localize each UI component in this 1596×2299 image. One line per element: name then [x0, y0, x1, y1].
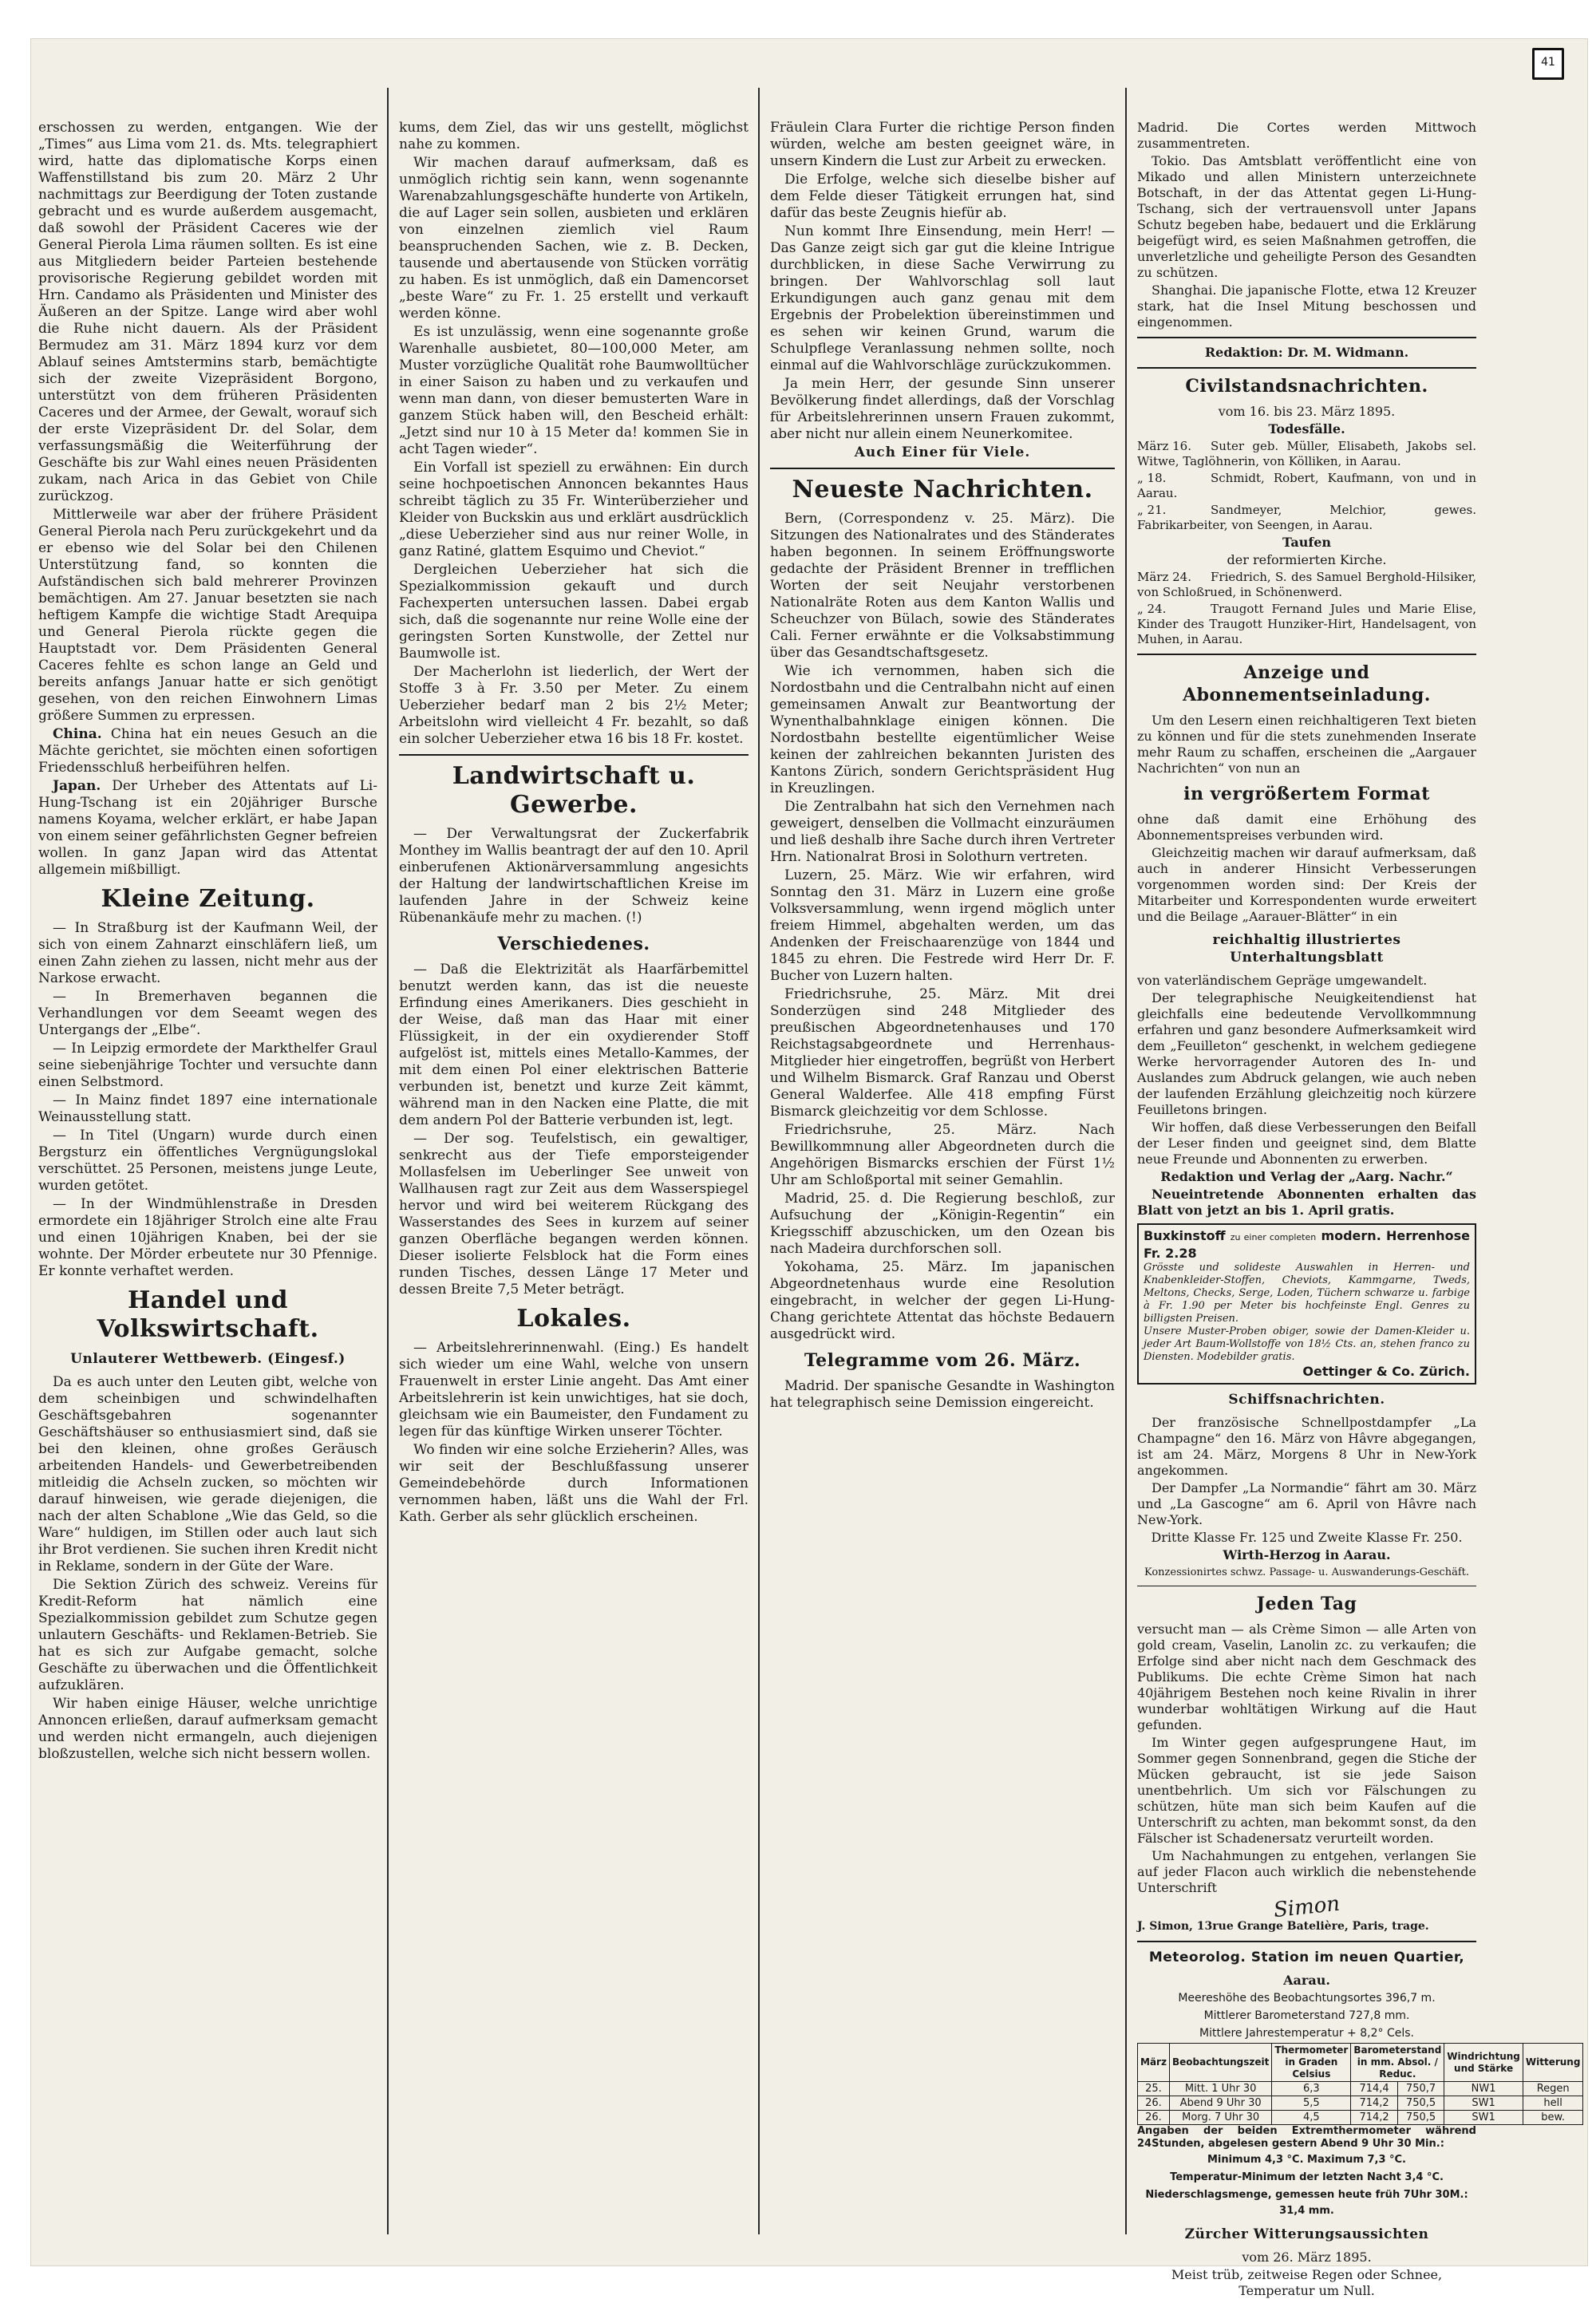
section-subtitle: vom 16. bis 23. März 1895. [1218, 404, 1396, 419]
table-row: 25. Mitt. 1 Uhr 30 6,3 714,4 750,7 NW1 Regen [1138, 2082, 1583, 2096]
article-paragraph: kums, dem Ziel, das wir uns gestellt, möglichst nahe zu kommen. [399, 120, 749, 152]
section-subtitle: vom 26. März 1895. [1242, 2250, 1372, 2265]
column-rule [387, 88, 389, 2234]
divider [1137, 654, 1476, 655]
article-paragraph: Nun kommt Ihre Einsendung, mein Herr! — Das Ganze zeigt sich gar gut die kleine Intrigue durchblicken, in diese Sache Verwirrung zu bringen. Der Wahlvorschlag soll laut Erkundigungen auch ganz genau mit dem Ergebnis der Probelektion übereinstimmen und es sehen wir keinen Grund, warum die Schulpflege Veranlassung nehmen sollte, noch einmal auf die Wahlvorschläge zurückzukommen. [770, 223, 1115, 373]
article-paragraph: Der Macherlohn ist liederlich, der Wert der Stoffe 3 à Fr. 3.50 per Meter. Zu einem Ueberzieher bedarf man 2 bis 2½ Meter; Arbeitslohn wird vielleicht 4 Fr. bezahlt, so daß ein solcher Ueberzieher etwa 16 bis 18 Fr. kostet. [399, 664, 749, 747]
article-paragraph: Der Urheber des Attentats auf Li-Hung-Tschang ist ein 20jähriger Bursche namens Koyama, welcher erklärt, er habe Japan von einem seiner gefährlichsten Gegner befreien wollen. In ganz Japan wird das Attentat allgemein mißbilligt. [38, 778, 377, 878]
section-heading: Schiffsnachrichten. [1228, 1392, 1385, 1408]
news-item: Wie ich vernommen, haben sich die Nordostbahn und die Centralbahn nicht auf einen gemeinsamen Anwalt zur Beantwortung der Wynenthalbahnklage einigen können. Die Nordostbahn bestellte eigentümlicher Weise keinen der zahlreichen bekannten Juristen des Kantons Zürich, sondern Gerichtspräsident Hug in Kreuzlingen. [770, 663, 1115, 796]
divider [1137, 1941, 1476, 1942]
section-heading: Telegramme vom 26. März. [804, 1350, 1081, 1371]
article-signature: Auch Einer für Viele. [854, 444, 1031, 460]
article-paragraph: Da es auch unter den Leuten gibt, welche von dem scheinbigen und schwindelhaften Geschäftsgebahren sogenannter Geschäftshäuser so enthusiasmiert sind, daß sie bei den kleinen, ohne großes Geräusch arbeitenden Handels- und Gewerbetreibenden mitleidig die Achseln zucken, so möchten wir darauf hinweisen, wie gerade diejenigen, die nach der alten Schablone „Wie das Geld, so die Ware“ huldigen, im Stillen oder auch laut sich ihr Brot verdienen. Sie suchen ihren Kredit nicht in Reklame, sondern in der Güte der Ware. [38, 1374, 377, 1574]
announcement-paragraph: Der telegraphische Neuigkeitendienst hat gleichfalls eine bedeutende Vervollkommnung erfahren und ganz besondere Aufmerksamkeit wird dem „Feuilleton“ geschenkt, in welchem gediegene Werke hervorragender Autoren des In- und Auslandes zum Abdruck gelangen, wie auch neben der laufenden Erzählung gleichzeitig noch kürzere Feuilletons bringen. [1137, 990, 1476, 1117]
section-subtitle: Aarau. [1283, 1973, 1330, 1988]
column-1 [38, 120, 377, 2258]
meteo-info: Minimum 4,3 °C. Maximum 7,3 °C. [1207, 2154, 1406, 2166]
section-heading: Handel und Volkswirtschaft. [97, 1286, 319, 1343]
meteo-info: Mittlerer Barometerstand 727,8 mm. [1203, 2009, 1410, 2022]
announcement-paragraph: von vaterländischem Gepräge umgewandelt. [1137, 973, 1428, 988]
table-row: 26. Morg. 7 Uhr 30 4,5 714,2 750,5 SW1 bew. [1138, 2111, 1583, 2125]
meteo-forecast: Meist trüb, zeitweise Regen oder Schnee, Temperatur um Null. [1171, 2267, 1443, 2298]
announcement-paragraph: Gleichzeitig machen wir darauf aufmerksam, daß auch in anderer Hinsicht Verbesserungen vorgenommen worden sind: Der Kreis der Mitarbeiter und Korrespondenten wurde erweitert und die Beilage „Aarauer-Blätter“ in ein [1137, 845, 1476, 924]
section-subtitle: der reformierten Kirche. [1227, 552, 1387, 567]
news-item: — In Leipzig ermordete der Markthelfer Graul seine siebenjährige Tochter und versuchte dann einen Selbstmord. [38, 1041, 377, 1090]
article-paragraph: Wo finden wir eine solche Erzieherin? Alles, was wir seit der Beschlußfassung unserer Gemeindebehörde durch Informationen vernommen haben, läßt uns die Wahl der Frl. Kath. Gerber als sehr glücklich erscheinen. [399, 1442, 749, 1525]
column-rule [1125, 88, 1127, 2234]
section-heading: Meteorolog. Station im neuen Quartier, [1148, 1949, 1465, 1965]
divider [1137, 367, 1476, 369]
news-item: Der französische Schnellpostdampfer „La Champagne“ den 16. März von Hâvre abgegangen, ist am 24. März, Morgens 8 Uhr in New-York angekommen. [1137, 1415, 1476, 1478]
ad-text: Um Nachahmungen zu entgehen, verlangen Sie auf jeder Flacon auch wirklich die nebenstehende Unterschrift [1137, 1848, 1476, 1895]
announcement-paragraph: ohne daß damit eine Erhöhung des Abonnementspreises verbunden wird. [1137, 812, 1476, 843]
news-item: — In Titel (Ungarn) wurde durch einen Bergsturz ein öffentliches Vergnügungslokal verschüttet. 25 Personen, meistens junge Leute, wurden getötet. [38, 1128, 377, 1194]
section-heading: Kleine Zeitung. [101, 885, 315, 913]
divider [399, 754, 749, 756]
table-row: 26. Abend 9 Uhr 30 5,5 714,2 750,5 SW1 hell [1138, 2096, 1583, 2111]
section-heading: Neueste Nachrichten. [792, 476, 1093, 504]
meteo-info: Mittlere Jahrestemperatur + 8,2° Cels. [1199, 2027, 1414, 2040]
news-item: Madrid. Die Cortes werden Mittwoch zusammentreten. [1137, 120, 1476, 151]
article-paragraph: Dergleichen Ueberzieher hat sich die Spezialkommission gekauft und durch Fachexperten untersuchen lassen. Dabei ergab sich, daß die sogenannte nur reine Wolle eine der geringsten Sorten Kunstwolle, der Zettel nur Baumwolle ist. [399, 562, 749, 662]
meteo-info: Niederschlagsmenge, gemessen heute früh 7Uhr 30M.: 31,4 mm. [1145, 2189, 1468, 2217]
article-paragraph: — Daß die Elektrizität als Haarfärbemittel benutzt werden kann, das ist die neueste Erfindung eines Amerikaners. Dies geschieht in der Weise, daß man das Haar mit einer Flüssigkeit, in der ein oxydierender Stoff aufgelöst ist, mittels eines Metallo-Kammes, der mit dem einen Pol einer elektrischen Batterie verbunden ist, benetzt und kurze Zeit kämmt, während man in den Nacken eine Platte, die mit dem andern Pol der Batterie verbunden ist, legt. [399, 962, 749, 1128]
news-item: Yokohama, 25. März. Im japanischen Abgeordnetenhaus wurde eine Resolution eingebracht, in welcher der gegen Li-Hung-Chang gerichtete Attentat das höchste Bedauern ausgedrückt wird. [770, 1259, 1115, 1342]
ad-text: Grösste und solideste Auswahlen in Herren- und Knabenkleider-Stoffen, Cheviots, Kammgarne, Tweds, Meltons, Checks, Serge, Loden, Tüchern schwarze u. farbige à Fr. 1.90 per Meter bis hochfeinste Engl. Genres zu billigsten Preisen. [1144, 1262, 1470, 1325]
announcement-paragraph: Wir hoffen, daß diese Verbesserungen den Beifall der Leser finden und geeignet sind, dem Blatte neue Freunde und Abonnenten zu erwerben. [1137, 1120, 1476, 1167]
ad-firm: Oettinger & Co. Zürich. [1302, 1364, 1470, 1379]
section-label: Taufen [1282, 535, 1332, 550]
news-item: — In der Windmühlenstraße in Dresden ermordete ein 18jähriger Strolch eine alte Frau und einen 10jährigen Knaben, bei der sie wohnte. Der Mörder erbeutete nur 30 Pfennige. Er konnte verhaftet werden. [38, 1196, 377, 1279]
ad-firm: Wirth-Herzog in Aarau. [1223, 1547, 1391, 1562]
civil-entry: „ 24. Traugott Fernand Jules und Marie Elise, Kinder des Traugott Hunziker-Hirt, Handelsagent, von Muhen, in Aarau. [1137, 602, 1476, 646]
article-paragraph: Es ist unzulässig, wenn eine sogenannte große Warenhalle ausbietet, 80—100,000 Meter, am Muster vorzügliche Qualität rohe Baumwolltücher in einer Saison zu haben und zu verkaufen und wenn man dann, von dieser bemusterten Ware in ganzem Stück haben will, den Bescheid erhält: „Jetzt sind nur 10 à 15 Meter da! kommen Sie in acht Tagen wieder“. [399, 324, 749, 457]
news-item: Madrid, 25. d. Die Regierung beschloß, zur Aufsuchung der „Königin-Regentin“ ein Kriegsschiff abzuschicken, um den Ozean bis nach Madeira durchforschen soll. [770, 1191, 1115, 1257]
article-paragraph: Wir haben einige Häuser, welche unrichtige Annoncen erließen, darauf aufmerksam gemacht und werden nicht ermangeln, auch diejenigen bloßzustellen, welche sich nicht bessern wollen. [38, 1696, 377, 1762]
section-label: Todesfälle. [1268, 421, 1345, 436]
meteo-info: Meereshöhe des Beobachtungsortes 396,7 m. [1178, 1992, 1436, 2005]
simon-signature: Simon [1272, 1891, 1341, 1923]
column-rule [758, 88, 760, 2234]
section-heading: Landwirtschaft u. Gewerbe. [452, 762, 696, 819]
announcement-highlight: reichhaltig illustriertes Unterhaltungsblatt [1212, 932, 1401, 966]
announcement-paragraph: Um den Lesern einen reichhaltigeren Text bieten zu können und für die stets zunehmenden Inserate mehr Raum zu schaffen, erscheinen die „Aargauer Nachrichten“ von nun an [1137, 713, 1476, 776]
article-title: Unlauterer Wettbewerb. (Eingesf.) [70, 1351, 346, 1367]
article-paragraph: Fräulein Clara Furter die richtige Person finden würden, welche am besten geeignet wäre, in unsern Kindern die Lust zur Arbeit zu erwecken. [770, 120, 1115, 169]
news-item: Friedrichsruhe, 25. März. Mit drei Sonderzügen sind 248 Mitglieder des preußischen Abgeordnetenhauses und 170 Reichstagsabgeordnete und Herrenhaus-Mitglieder hier eingetroffen, begrüßt von Herbert und Wilhelm Bismarck. Graf Ranzau und Oberst General Walderfee. Alle 418 empfing Fürst Bismarck gleichzeitig vor dem Schlosse. [770, 986, 1116, 1120]
ad-firm-sub: Konzessionirtes schwz. Passage- u. Auswanderungs-Geschäft. [1144, 1566, 1469, 1578]
civil-entry: „ 21. Sandmeyer, Melchior, gewes. Fabrikarbeiter, von Seengen, in Aarau. [1137, 503, 1476, 532]
divider [770, 468, 1115, 469]
news-item: Bern, (Correspondenz v. 25. März). Die Sitzungen des Nationalrates und des Ständerates haben begonnen. In seinem Eröffnungsworte gedachte der Präsident Brenner in trefflichen Worten der seit Neujahr verstorbenen Nationalräte Roten aus dem Kanton Wallis und Scheuchzer von Bülach, sowie des Ständerates Cali. Ferner erwähnte er die Volksabstimmung über das Gesandtschaftsgesetz. [770, 511, 1115, 661]
news-item: Der Dampfer „La Normandie“ fährt am 30. März und „La Gascogne“ am 6. April von Hâvre nach New-York. [1137, 1480, 1476, 1527]
civil-entry: „ 18. Schmidt, Robert, Kaufmann, von und in Aarau. [1137, 471, 1476, 500]
announcement-highlight: in vergrößertem Format [1183, 784, 1430, 804]
ad-text: Im Winter gegen aufgesprungene Haut, im Sommer gegen Sonnenbrand, gegen die Stiche der Mücken gebraucht, ist sie jede Saison unentbehrlich. Um sich vor Fälschungen zu schützen, hüte man sich beim Kaufen auf die Unterschrift zu achten, man bekommt sonst, da den Fälscher ist Schadenersatz verurteilt worden. [1137, 1735, 1476, 1846]
article-paragraph: Wir machen darauf aufmerksam, daß es unmöglich richtig sein kann, wenn sogenannte Warenabzahlungsgeschäfte hunderte von Artikeln, die auf Lager sein sollen, ausbieten und erklären von einzelnen ziemlich viel Raum beanspruchenden Sachen, wie z. B. Decken, tausende und abertausende von Stücken vorrätig zu haben. Es ist unmöglich, daß ein Damencorset „beste Ware“ zu Fr. 1. 25 erstellt und verkauft werden könne. [399, 155, 749, 322]
article-paragraph: Die Erfolge, welche sich dieselbe bisher auf dem Felde dieser Tätigkeit errungen hat, sind dafür das beste Zeugnis hiefür ab. [770, 172, 1115, 221]
column-4 [1137, 120, 1581, 2298]
news-item: — In Bremerhaven begannen die Verhandlungen vor dem Seeamt wegen des Untergangs der „Elbe“. [38, 989, 377, 1038]
news-item: — In Straßburg ist der Kaufmann Weil, der sich von einem Zahnarzt einschläfern ließ, um einen Zahn ziehen zu lassen, nicht mehr aus der Narkose erwacht. [38, 920, 377, 986]
ad-text: versucht man — als Crème Simon — alle Arten von gold cream, Vaselin, Lanolin zc. zu verkaufen; die Erfolge sind aber nicht nach dem Geschmack des Publikums. Die echte Crème Simon hat nach 40jährigem Bestehen noch keine Rivalin in ihrer wunderbar wohltätigen Wirkung auf die Haut gefunden. [1137, 1622, 1476, 1732]
news-item: Shanghai. Die japanische Flotte, etwa 12 Kreuzer stark, hat die Insel Mitung beschossen und eingenommen. [1137, 282, 1476, 330]
section-heading: Verschiedenes. [497, 934, 650, 954]
civil-entry: März 24. Friedrich, S. des Samuel Berghold-Hilsiker, von Schloßrued, in Schönenwerd. [1137, 570, 1476, 599]
news-item: Friedrichsruhe, 25. März. Nach Bewillkommnung aller Abgeordneten durch die Angehörigen Bismarcks erschien der Fürst 1½ Uhr am Schloßportal mit seiner Gemahlin. [770, 1122, 1115, 1188]
editor-line: Redaktion: Dr. M. Widmann. [1204, 345, 1409, 360]
section-label: China. [53, 726, 102, 742]
announcement-note: Neueintretende Abonnenten erhalten das Blatt von jetzt an bis 1. April gratis. [1137, 1187, 1476, 1218]
ad-headline: Buxkinstoff zu einer completen modern. Herrenhose Fr. 2.28 [1144, 1228, 1470, 1261]
section-heading: Anzeige und Abonnementseinladung. [1183, 662, 1431, 705]
civil-entry: März 16. Suter geb. Müller, Elisabeth, Jakobs sel. Witwe, Taglöhnerin, von Kölliken, in Aarau. [1137, 439, 1476, 468]
article-paragraph: Die Sektion Zürich des schweiz. Vereins für Kredit-Reform hat nämlich eine Spezialkommission gebildet zum Schutze gegen unlautern Geschäfts- und Reklamen-Betrieb. Sie hat es sich zur Aufgabe gemacht, solche Geschäfte zu überwachen und die Öffentlichkeit aufzuklären. [38, 1577, 377, 1693]
column-3 [770, 120, 1115, 2258]
news-item: Dritte Klasse Fr. 125 und Zweite Klasse Fr. 250. [1151, 1530, 1463, 1545]
weather-table [1137, 2043, 1583, 2125]
page-number-stamp: 41 [1532, 48, 1564, 80]
article-paragraph: China hat ein neues Gesuch an die Mächte gerichtet, sie möchten einen sofortigen Friedensschluß herbeiführen helfen. [38, 726, 377, 776]
ad-text: Unsere Muster-Proben obiger, sowie der Damen-Kleider u. jeder Art Baum-Wollstoffe von 18½ Cts. an, stehen franco zu Diensten. Modebilder gratis. [1144, 1325, 1470, 1363]
news-item: — In Mainz findet 1897 eine internationale Weinausstellung statt. [38, 1092, 377, 1125]
table-header-row: März Beobachtungszeit Thermometer in Graden Celsius Barometerstand in mm. Absol. / Reduc. Windrichtung und Stärke Witterung [1138, 2044, 1583, 2082]
article-paragraph: — Der sog. Teufelstisch, ein gewaltiger, senkrecht aus der Tiefe emporsteigender Mollasfelsen im Ueberlinger See unweit von Wallhausen ragt zur Zeit aus dem Wasserspiegel hervor und wird bei weiterem Rückgang des Wasserstandes des Sees in kurzem auf seiner ganzen Oberfläche begangen werden können. Dieser isolierte Felsblock hat die Form eines runden Tisches, dessen Länge 17 Meter und dessen Breite 7,5 Meter beträgt. [399, 1131, 749, 1298]
section-heading: Lokales. [516, 1305, 631, 1333]
ad-firm: J. Simon, 13rue Grange Batelière, Paris, trage. [1137, 1920, 1429, 1933]
news-item: Luzern, 25. März. Wie wir erfahren, wird Sonntag den 31. März in Luzern eine große Volksversammlung, wenn irgend möglich unter freiem Himmel, abgehalten werden, um das Andenken der Freischaarenzüge von 1844 und 1845 zu ehren. Die Festrede wird Herr Dr. F. Bucher von Luzern halten. [770, 867, 1115, 984]
article-paragraph: Ein Vorfall ist speziell zu erwähnen: Ein durch seine hochpoetischen Annoncen bekanntes Haus schreibt täglich zu 35 Fr. Winterüberzieher und Kleider von Buckskin aus und erklärt ausdrücklich „diese Ueberzieher sind aus nur reiner Wolle, in ganz Ratiné, glattem Esquimo und Cheviot.“ [399, 460, 749, 559]
article-paragraph: Mittlerweile war aber der frühere Präsident General Pierola nach Peru zurückgekehrt und da er ebenso wie del Solar bei den Chilenen Unterstützung fand, so konnten die Aufständischen sich bald mehrerer Provinzen bemächtigen. Am 27. Januar besetzten sie nach heftigem Kampfe die wichtige Stadt Arequipa und General Pierola rückte gegen die Hauptstadt vor. Dem Präsidenten General Caceres fehlte es schon lange an Geld und bereits anfangs Januar hatte er sich genötigt gesehen, von den reichen Einwohnern Limas größere Summen zu erpressen. [38, 507, 377, 724]
article-paragraph: Ja mein Herr, der gesunde Sinn unserer Bevölkerung findet allerdings, daß der Vorschlag für Arbeitslehrerinnen unsern Frauen zukommt, aber nicht nur allein einem Neunerkomitee. [770, 376, 1115, 442]
column-2 [399, 120, 749, 2258]
advertisement-oettinger [1137, 1223, 1476, 1385]
divider [1137, 337, 1476, 338]
article-paragraph: erschossen zu werden, entgangen. Wie der „Times“ aus Lima vom 21. ds. Mts. telegraphiert wird, hatte das diplomatische Korps einen Waffenstillstand bis zum 20. März 2 Uhr nachmittags zur Beerdigung der Toten zustande gebracht und es wurde außerdem ausgemacht, daß sowohl der Präsident Caceres wie der General Pierola Lima räumen sollten. Es ist eine aus Mitgliedern beider Parteien bestehende provisorische Regierung gebildet worden mit Hrn. Candamo als Präsidenten und Minister des Äußeren an der Spitze. Lange wird aber wohl die Ruhe nicht dauern. Als der Präsident Bermudez am 31. März 1894 kurz vor dem Ablauf seines Amtstermins starb, bemächtigte sich der zweite Vizepräsident Borgono, unterstützt von dem früheren Präsidenten Caceres und der Armee, der Gewalt, worauf sich der erste Vizepräsident Dr. del Solar, dem verfassungsmäßig die Weiterführung der Geschäfte bis zur Wahl eines neuen Präsidenten zukam, nach Arica in das Gebiet von Chile zurückzog. [38, 120, 377, 504]
meteo-info: Temperatur-Minimum der letzten Nacht 3,4 °C. [1170, 2171, 1444, 2183]
section-heading: Civilstandsnachrichten. [1185, 376, 1428, 397]
section-heading: Jeden Tag [1256, 1594, 1357, 1614]
article-paragraph: — Arbeitslehrerinnenwahl. (Eing.) Es handelt sich wieder um eine Wahl, welche von unsern Frauenwelt in erster Linie angeht. Das Amt einer Arbeitslehrerin ist kein unwichtiges, hat sie doch, gleichsam wie ein Baumeister, den Fundament zu legen für das künftige Wirken unserer Töchter. [399, 1340, 749, 1440]
announcement-signature: Redaktion und Verlag der „Aarg. Nachr.“ [1160, 1169, 1453, 1184]
section-heading: Zürcher Witterungsaussichten [1184, 2226, 1429, 2242]
section-label: Japan. [53, 778, 101, 794]
news-item: Tokio. Das Amtsblatt veröffentlicht eine von Mikado und allen Ministern unterzeichnete Botschaft, in der das Attentat gegen Li-Hung-Tschang, sich der vertrauensvoll unter Japans Schutz begeben habe, bedauert und die Erklärung beigefügt wird, es seien Maßnahmen getroffen, die unverletzliche und geheiligte Person des Gesandten zu schützen. [1137, 153, 1476, 280]
meteo-info: Angaben der beiden Extremthermometer während 24Stunden, abgelesen gestern Abend 9 Uhr 30 Min.: [1137, 2125, 1476, 2150]
news-item: Madrid. Der spanische Gesandte in Washington hat telegraphisch seine Demission eingereicht. [770, 1378, 1115, 1411]
news-item: Die Zentralbahn hat sich den Vernehmen nach geweigert, denselben die Vollmacht einzuräumen und ließ deshalb ihre Sache durch ihren Vertreter Hrn. Nationalrat Brosi in Solothurn vertreten. [770, 799, 1115, 865]
article-paragraph: — Der Verwaltungsrat der Zuckerfabrik Monthey im Wallis beantragt der auf den 10. April einberufenen Aktionärversammlung angesichts der Haltung der landwirtschaftlichen Kreise im laufenden Jahre in der Schweiz keine Rübenankäufe mehr zu machen. (!) [399, 826, 749, 926]
